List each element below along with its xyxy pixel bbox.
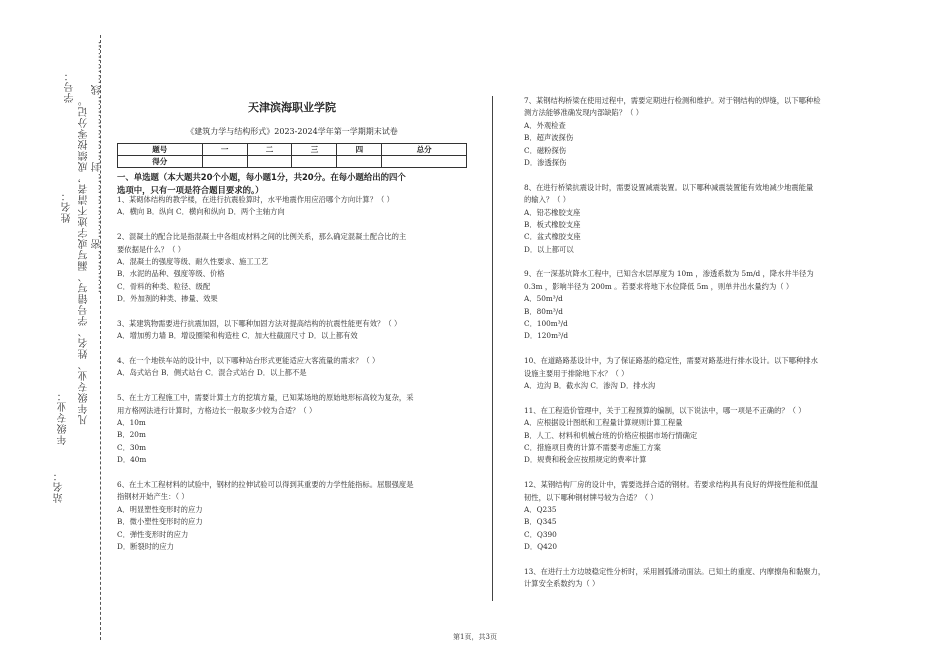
score-cell xyxy=(202,156,247,168)
question-line: A．混凝土的强度等级、耐久性要求、施工工艺 xyxy=(117,256,269,266)
question-line: B．Q345 xyxy=(524,517,557,527)
section-heading-line1: 一、单选题（本大题共20个小题，每小题1分，共20分。在每小题给出的四个 xyxy=(117,172,406,182)
page-number: 第1页，共3页 xyxy=(453,633,497,641)
question-line: D．以上都可以 xyxy=(524,244,574,254)
question-line: 3、某建筑物需要进行抗震加固，以下哪种加固方法对提高结构的抗震性能更有效？（ ） xyxy=(117,318,402,328)
question-line: B．板式橡胶支座 xyxy=(524,219,581,229)
score-table-row xyxy=(118,156,467,168)
blank-line xyxy=(524,343,825,355)
left-question-column xyxy=(117,194,414,553)
question-line: C．磁粉探伤 xyxy=(524,145,567,155)
score-table-header: 四 xyxy=(337,144,382,156)
question-line: C．骨料的种类、粒径、级配 xyxy=(117,281,211,291)
score-table-header: 总分 xyxy=(382,144,467,156)
question-line: B．80m³/d xyxy=(524,306,563,316)
question-line: D．40m xyxy=(117,455,147,465)
score-table-header: 三 xyxy=(292,144,337,156)
question-line: 6、在土木工程材料的试验中，钢材的拉伸试验可以得到其重要的力学性能指标。屈服强度是 xyxy=(117,479,414,489)
blank-line xyxy=(117,343,414,355)
question-line: A．横向 B．纵向 C．横向和纵向 D．两个主轴方向 xyxy=(117,207,285,217)
question-line: C．100m³/d xyxy=(524,319,568,329)
question-line: 2、混凝土的配合比是指混凝土中各组成材料之间的比例关系，那么确定混凝土配合比的主 xyxy=(117,232,407,242)
question-line: 10、在道路路基设计中，为了保证路基的稳定性，需要对路基进行排水设计。以下哪种排水 xyxy=(524,356,818,366)
question-line: 设施主要用于排除地下水？（ ） xyxy=(524,368,629,378)
question-line: A．明显塑性变形时的应力 xyxy=(117,504,203,514)
question-line: 4、在一个地铁车站的设计中，以下哪种站台形式更能适应大客流量的需求？（ ） xyxy=(117,356,380,366)
question-line: 12、某钢结构厂房的设计中，需要选择合适的钢材。若要求结构具有良好的焊接性能和低温 xyxy=(524,480,818,490)
student-id-label: 学号： xyxy=(65,70,76,103)
question-line: A．应根据设计图纸和工程量计算规则计算工程量 xyxy=(524,418,683,428)
question-line: A．增加剪力墙 B．增设圈梁和构造柱 C．加大柱截面尺寸 D．以上都有效 xyxy=(117,331,358,341)
score-table-header: 二 xyxy=(247,144,292,156)
question-line: 9、在一深基坑降水工程中，已知含水层厚度为 10m ，渗透系数为 5m/d ，降水井半径为 xyxy=(524,269,814,279)
question-line: C．30m xyxy=(117,442,147,452)
question-line: B．超声波探伤 xyxy=(524,133,574,143)
binding-warning: 凡年级专业、姓名、学号错写、漏写或字迹不清者，成绩按零分记。 xyxy=(79,95,90,425)
question-line: 5、在土方工程施工中，需要计算土方的挖填方量，已知某场地的原始地形标高较为复杂，采 xyxy=(117,393,414,403)
section-heading-line2: 选项中，只有一项是符合题目要求的。） xyxy=(117,185,264,195)
question-line: B．水泥的品种、强度等级、价格 xyxy=(117,269,225,279)
column-divider xyxy=(492,96,493,601)
binding-dashed-line xyxy=(100,35,101,640)
score-table xyxy=(117,143,467,168)
question-line: 的输入？（ ） xyxy=(524,195,571,205)
question-line: D．120m³/d xyxy=(524,331,569,341)
score-cell xyxy=(247,156,292,168)
right-question-column xyxy=(524,95,825,591)
question-line: 用方格网法进行计算时，方格边长一般取多少较为合适？（ ） xyxy=(117,405,317,415)
question-line: C．Q390 xyxy=(524,529,557,539)
score-table-row-label: 得分 xyxy=(118,156,203,168)
score-table-header: 一 xyxy=(202,144,247,156)
score-table-header-row xyxy=(118,144,467,156)
question-line: D．Q420 xyxy=(524,542,558,552)
question-line: 计算安全系数约为（ ） xyxy=(524,579,600,589)
score-cell xyxy=(382,156,467,168)
school-name-label: 站名： xyxy=(54,470,65,503)
school-title: 天津滨海职业学院 xyxy=(248,101,336,114)
question-line: A．岛式站台 B．侧式站台 C．混合式站台 D．以上都不是 xyxy=(117,368,307,378)
score-cell xyxy=(292,156,337,168)
question-line: 1、某砌体结构的教学楼，在进行抗震验算时，水平地震作用应沿哪个方向计算？（ ） xyxy=(117,195,394,204)
question-line: 要依据是什么？（ ） xyxy=(117,244,185,254)
blank-line xyxy=(117,380,414,392)
name-label: 姓名： xyxy=(62,190,73,223)
blank-line xyxy=(524,169,825,181)
question-line: B．微小塑性变形时的应力 xyxy=(117,517,203,527)
question-line: A．10m xyxy=(117,418,146,428)
grade-major-label: 年级专业： xyxy=(58,390,69,445)
question-line: A．边沟 B．截水沟 C．渗沟 D．排水沟 xyxy=(524,380,656,390)
question-line: 指钢材开始产生：（ ） xyxy=(117,492,189,502)
question-line: C．措施项目费的计算不需要考虑施工方案 xyxy=(524,442,661,452)
question-line: D．规费和税金应按照规定的费率计算 xyxy=(524,455,647,465)
question-line: B．20m xyxy=(117,430,146,440)
question-line: C．盆式橡胶支座 xyxy=(524,232,581,242)
question-line: B．人工、材料和机械台班的价格应根据市场行情确定 xyxy=(524,430,698,440)
question-line: A．铅芯橡胶支座 xyxy=(524,207,581,217)
question-line: 11、在工程造价管理中，关于工程预算的编制，以下说法中，哪一项是不正确的？（ ） xyxy=(524,405,806,415)
question-line: D．断裂时的应力 xyxy=(117,541,174,551)
question-line: D．外加剂的种类、掺量、效果 xyxy=(117,294,218,304)
question-line: 测方法能够准确发现内部缺陷？（ ） xyxy=(524,108,644,118)
binding-seal-line: …………密………………封………………线………… xyxy=(92,40,103,293)
question-line: A．Q235 xyxy=(524,504,557,514)
blank-line xyxy=(524,467,825,479)
blank-line xyxy=(117,467,414,479)
question-line: 7、某钢结构桥梁在使用过程中，需要定期进行检测和维护。对于钢结构的焊缝，以下哪种检 xyxy=(524,96,821,105)
question-line: A．50m³/d xyxy=(524,294,563,304)
blank-line xyxy=(117,306,414,318)
blank-line xyxy=(117,219,414,231)
question-line: 8、在进行桥梁抗震设计时，需要设置减震装置。以下哪种减震装置能有效地减少地震能量 xyxy=(524,182,814,192)
exam-title: 《建筑力学与结构形式》2023-2024学年第一学期期末试卷 xyxy=(186,127,398,136)
blank-line xyxy=(524,256,825,268)
score-table-header: 题号 xyxy=(118,144,203,156)
question-line: A．外观检查 xyxy=(524,120,566,130)
question-line: 13、在进行土方边坡稳定性分析时，采用圆弧滑动面法。已知土的重度、内摩擦角和黏聚力， xyxy=(524,566,826,576)
blank-line xyxy=(524,392,825,404)
question-line: D．渗透探伤 xyxy=(524,157,567,167)
score-cell xyxy=(337,156,382,168)
blank-line xyxy=(524,553,825,565)
question-line: 韧性，以下哪种钢材牌号较为合适？（ ） xyxy=(524,492,658,502)
question-line: C．弹性变形时的应力 xyxy=(117,529,189,539)
question-line: 0.3m ，影响半径为 200m 。若要求将地下水位降低 5m ，则单井出水量约为（ ） xyxy=(524,281,794,291)
